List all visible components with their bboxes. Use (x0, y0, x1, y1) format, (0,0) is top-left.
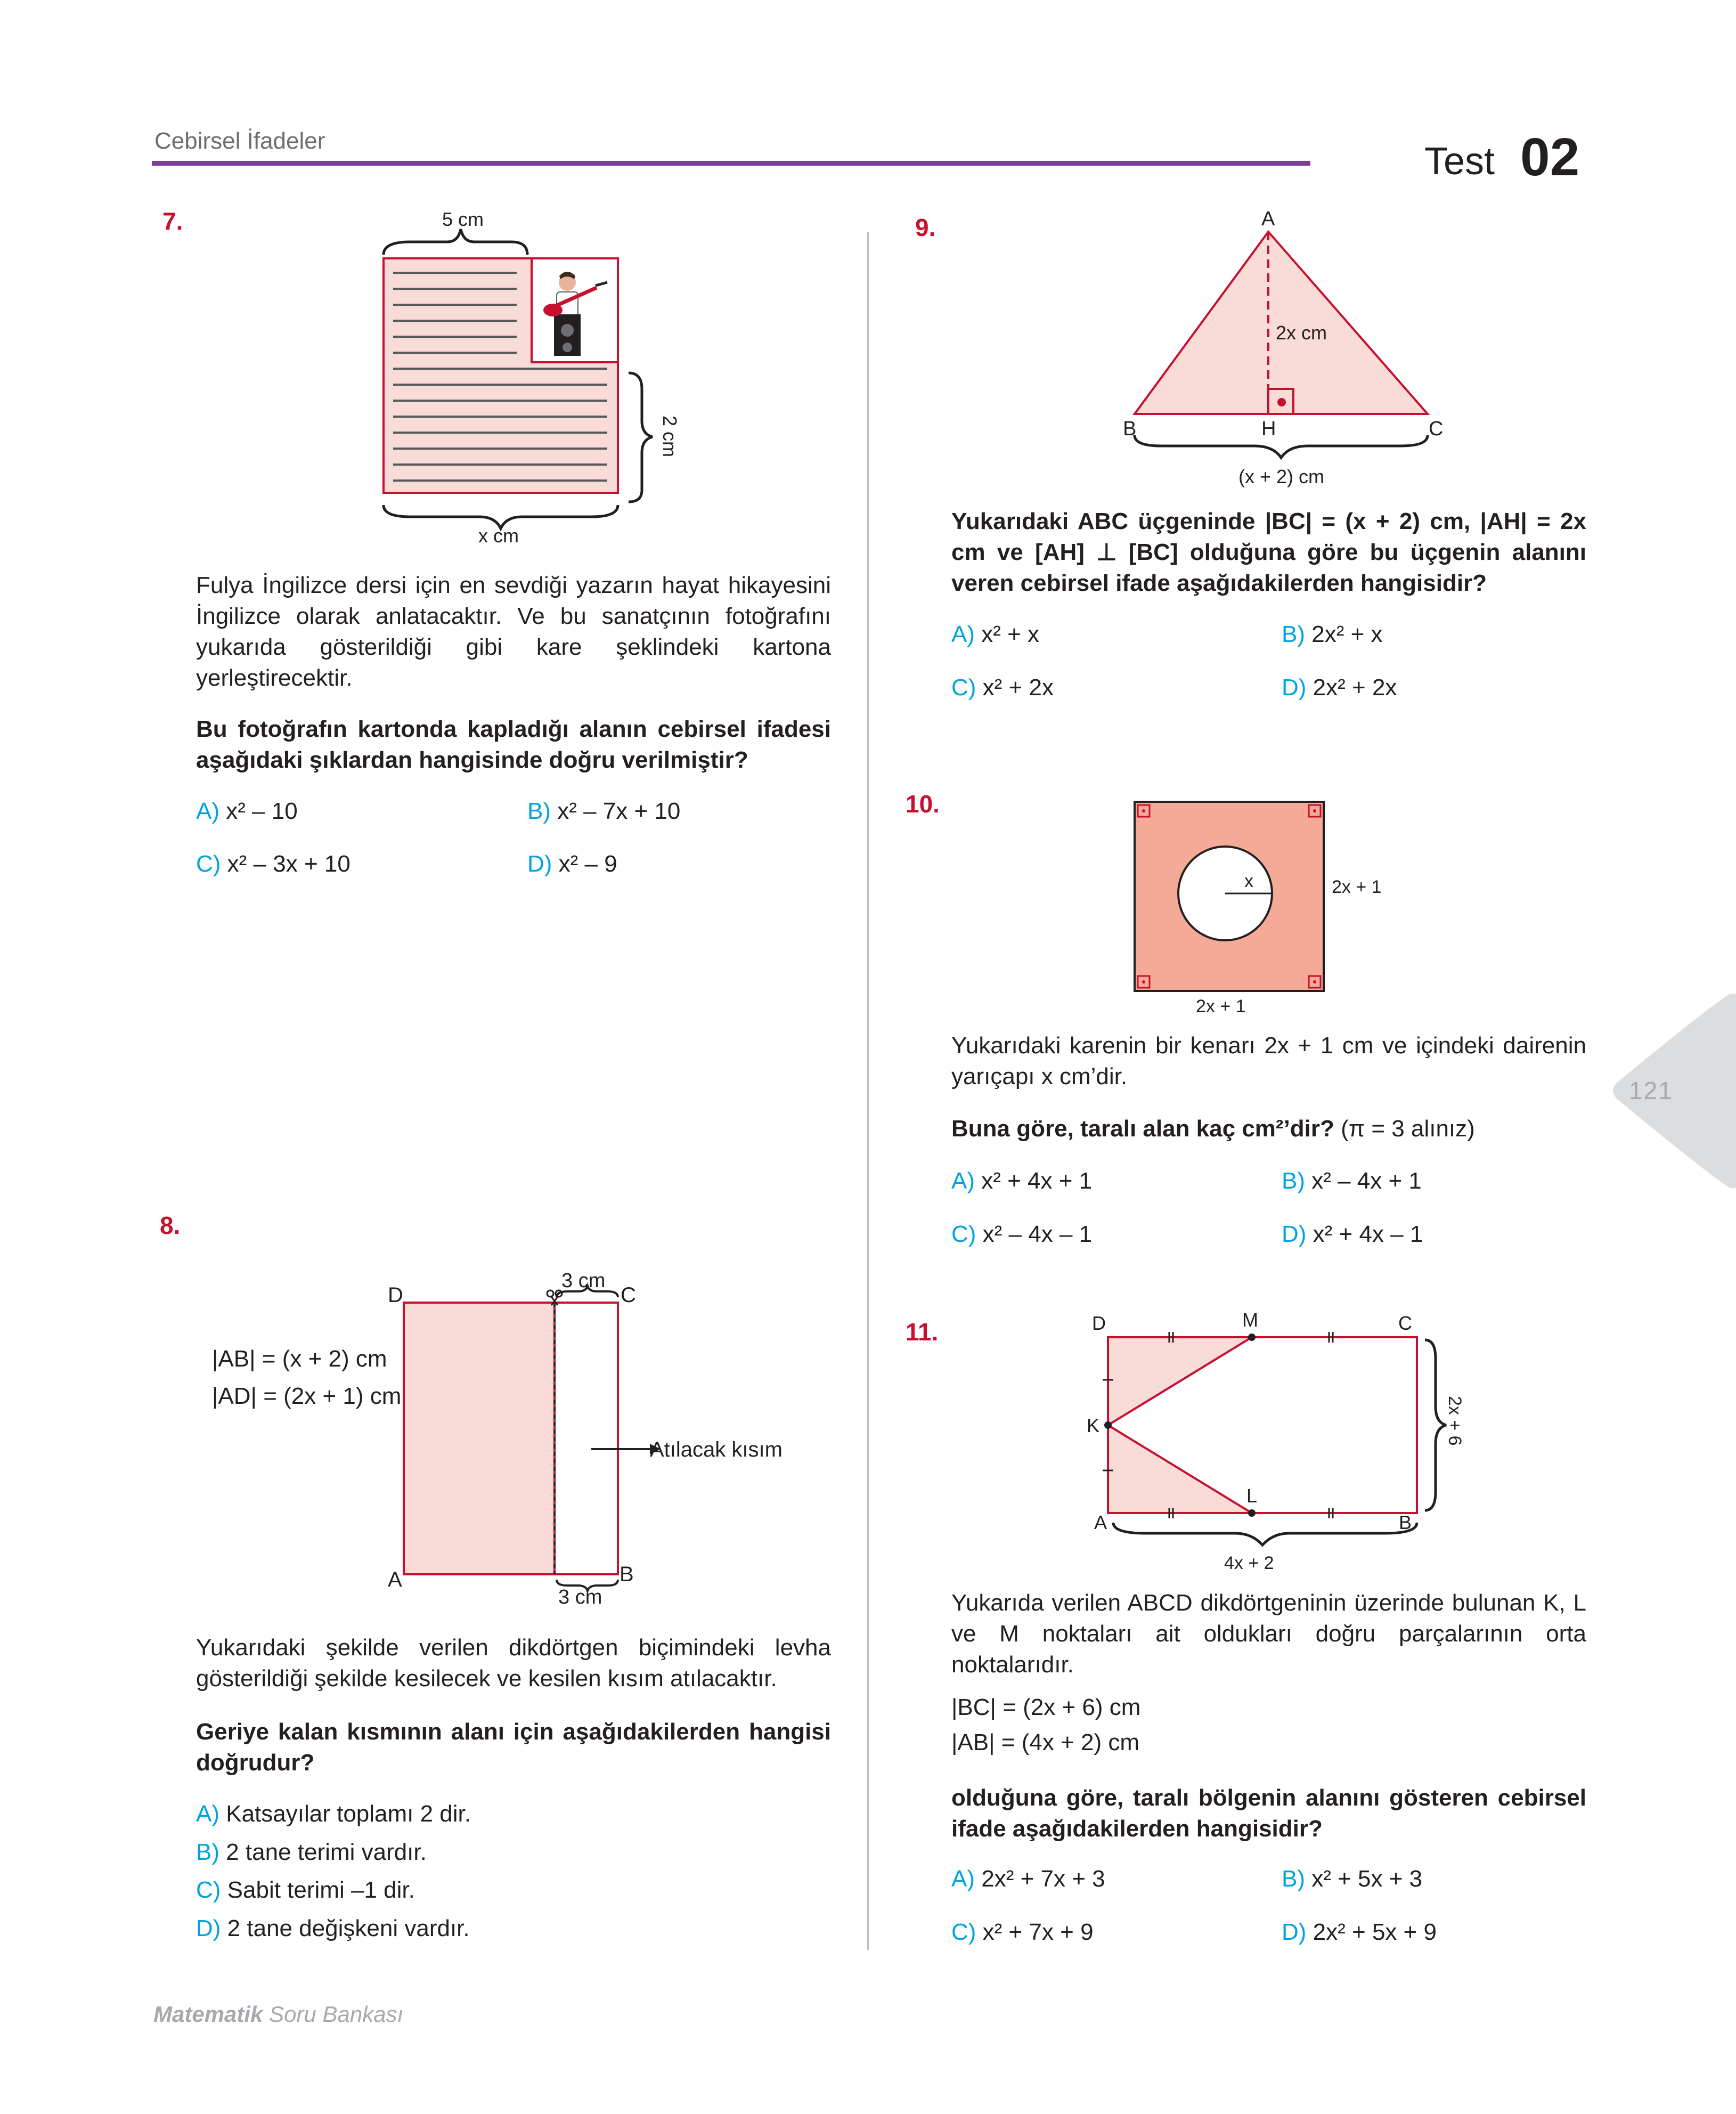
q7-number: 7. (162, 207, 183, 235)
q7-option-b[interactable]: B) x² – 7x + 10 (527, 798, 681, 824)
q9-point-c: C (1429, 418, 1444, 440)
q8-point-b: B (620, 1563, 634, 1586)
q7-option-d[interactable]: D) x² – 9 (527, 851, 617, 877)
q10-option-d[interactable]: D) x² + 4x – 1 (1282, 1221, 1423, 1247)
q11-figure (1087, 1300, 1481, 1582)
remaining-part (404, 1303, 555, 1574)
q9-question: Yukarıdaki ABC üçgeninde |BC| = (x + 2) cm, |AH| = 2x cm ve [AH] ⊥ [BC] olduğuna göre bu üçgenin alanını veren cebirsel ifade aşağıdakilerden hangisidir? (951, 508, 1586, 596)
q9-option-d[interactable]: D) 2x² + 2x (1282, 674, 1397, 701)
q11-option-b[interactable]: B) x² + 5x + 3 (1282, 1866, 1423, 1892)
q7-right-label: 2 cm (659, 416, 681, 458)
discarded-part (555, 1303, 618, 1574)
q9-point-b: B (1123, 418, 1137, 440)
q11-given-bc: |BC| = (2x + 6) cm (951, 1694, 1141, 1720)
q8-text: Yukarıdaki şekilde verilen dikdörtgen biçimindeki levha gösterildiği şekilde kesilecek ve kesilen kısım atılacaktır. (196, 1635, 831, 1692)
q8-option-b[interactable]: B) 2 tane terimi vardır. (196, 1839, 427, 1865)
q10-text: Yukarıdaki karenin bir kenarı 2x + 1 cm ve içindeki dairenin yarıçapı x cm’dir. (951, 1032, 1586, 1089)
footer-series: Soru Bankası (269, 2002, 404, 2027)
q9-base-brace (1135, 435, 1428, 458)
q10-option-c[interactable]: C) x² – 4x – 1 (951, 1221, 1093, 1247)
q9-point-h: H (1261, 418, 1276, 440)
q7-top-label: 5 cm (442, 208, 484, 230)
q11-point-m: M (1242, 1309, 1258, 1331)
q10-figure (1124, 794, 1465, 1018)
q9-number: 9. (915, 214, 936, 241)
q8-point-a: A (388, 1568, 402, 1591)
q11-option-c[interactable]: C) x² + 7x + 9 (951, 1919, 1094, 1945)
right-brace (629, 373, 653, 502)
footer-brand: Matematik (153, 2002, 263, 2027)
test-number: 02 (1520, 127, 1580, 187)
q11-text: Yukarıda verilen ABCD dikdörtgeninin üzerinde bulunan K, L ve M noktaları ait oldukları doğru parçalarının orta noktalarıdır. (951, 1590, 1586, 1678)
q10-option-a[interactable]: A) x² + 4x + 1 (951, 1168, 1093, 1194)
q11-number: 11. (906, 1318, 939, 1346)
q8-option-c[interactable]: C) Sabit terimi –1 dir. (196, 1877, 415, 1903)
q11-point-l: L (1246, 1485, 1258, 1507)
q7-bottom-label: x cm (478, 525, 519, 547)
q11-given-ab: |AB| = (4x + 2) cm (951, 1729, 1139, 1755)
q8-option-d[interactable]: D) 2 tane değişkeni vardır. (196, 1915, 470, 1941)
q11-point-a: A (1094, 1511, 1107, 1533)
q11-bottom-brace (1113, 1523, 1417, 1545)
q11-question: olduğuna göre, taralı bölgenin alanını gösteren cebirsel ifade aşağıdakilerden hangisidir? (951, 1785, 1586, 1842)
q10-option-b[interactable]: B) x² – 4x + 1 (1282, 1168, 1422, 1194)
q10-radius-label: x (1244, 871, 1253, 891)
q10-question: Buna göre, taralı alan kaç cm²’dir? (π = 3 alınız) (951, 1116, 1475, 1142)
q11-option-a[interactable]: A) 2x² + 7x + 3 (951, 1866, 1105, 1892)
q7-question: Bu fotoğrafın kartonda kapladığı alanın cebirsel ifadesi aşağıdaki şıklardan hangisinde doğru verilmiştir? (196, 716, 831, 773)
q11-point-c: C (1398, 1312, 1412, 1334)
q8-point-c: C (621, 1283, 636, 1307)
q11-option-d[interactable]: D) 2x² + 5x + 9 (1282, 1919, 1437, 1945)
q11-side-bottom: 4x + 2 (1224, 1553, 1274, 1573)
q8-ab-given: |AB| = (x + 2) cm (212, 1346, 387, 1372)
q8-discard-label: Atılacak kısım (650, 1438, 783, 1461)
q8-ad-given: |AD| = (2x + 1) cm (212, 1383, 402, 1409)
q10-number: 10. (906, 790, 940, 818)
q8-question: Geriye kalan kısmının alanı için aşağıdakilerden hangisi doğrudur? (196, 1719, 831, 1776)
q9-option-a[interactable]: A) x² + x (951, 621, 1040, 647)
top-brace (384, 229, 527, 255)
q9-point-a: A (1261, 208, 1275, 230)
page-number: 121 (1629, 1077, 1673, 1104)
q8-figure (373, 1263, 810, 1609)
q8-top-cut-label: 3 cm (561, 1270, 606, 1292)
column-divider (867, 232, 869, 1950)
test-label: Test (1424, 140, 1495, 183)
q9-option-b[interactable]: B) 2x² + x (1282, 621, 1383, 647)
q8-bottom-cut-label: 3 cm (558, 1586, 602, 1608)
q11-point-b: B (1399, 1511, 1412, 1533)
q7-text: Fulya İngilizce dersi için en sevdiği yazarın hayat hikayesini İngilizce olarak anlatacaktır. Ve bu sanatçının fotoğrafını yukarıda gösterildiği gibi kare şeklindeki kartona yerleştirecektir. (196, 572, 831, 691)
header-rule (152, 161, 1310, 166)
q10-side-right: 2x + 1 (1332, 877, 1382, 897)
q9-height-label: 2x cm (1276, 322, 1327, 344)
q11-point-d: D (1092, 1312, 1106, 1334)
q8-point-d: D (388, 1283, 403, 1307)
header-topic: Cebirsel İfadeler (154, 128, 325, 154)
footer (153, 2002, 403, 2027)
q11-right-brace (1425, 1340, 1446, 1510)
q7-option-c[interactable]: C) x² – 3x + 10 (196, 851, 351, 877)
q9-base-label: (x + 2) cm (1238, 466, 1325, 487)
q9-figure (1113, 205, 1465, 493)
q8-option-a[interactable]: A) Katsayılar toplamı 2 dir. (196, 1801, 471, 1827)
q7-figure (373, 208, 682, 554)
q9-option-c[interactable]: C) x² + 2x (951, 674, 1054, 701)
q8-number: 8. (160, 1212, 181, 1239)
q7-option-a[interactable]: A) x² – 10 (196, 798, 298, 824)
q10-side-bottom: 2x + 1 (1196, 996, 1246, 1017)
q11-side-right: 2x + 6 (1445, 1396, 1465, 1446)
q11-point-k: K (1087, 1414, 1100, 1436)
